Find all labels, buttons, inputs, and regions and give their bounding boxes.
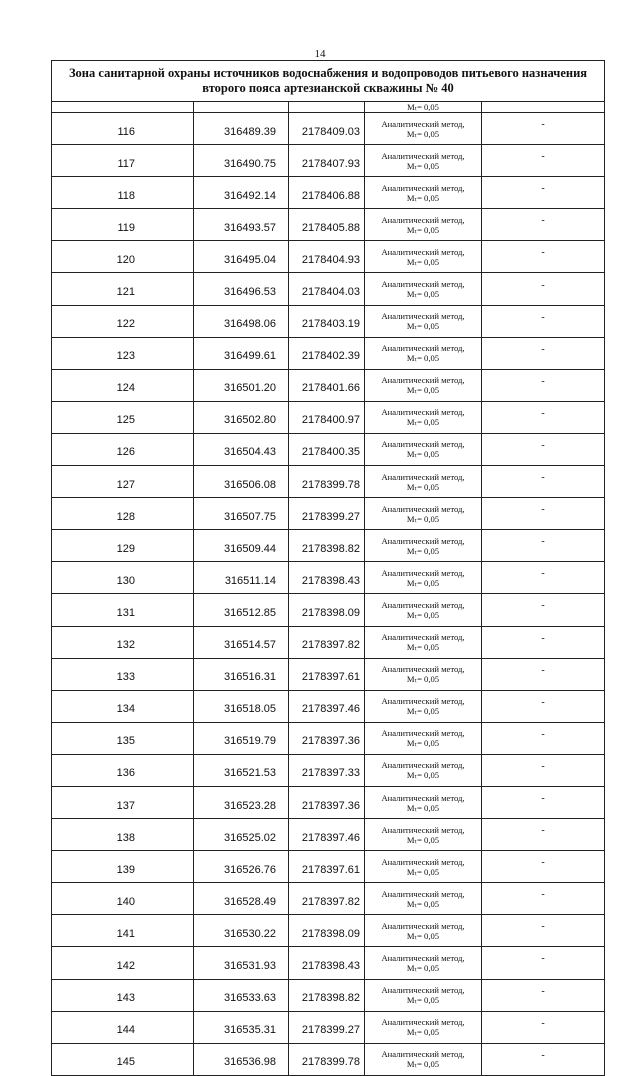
coordinate-y: 2178397.36: [289, 786, 365, 818]
coordinate-y: 2178397.61: [289, 851, 365, 883]
note-cell: -: [482, 273, 605, 305]
method-label: Аналитический метод,: [381, 343, 465, 354]
method-label: Аналитический метод,: [381, 599, 465, 610]
accuracy-label: Mₜ= 0,05: [406, 321, 440, 332]
point-number: 131: [52, 594, 194, 626]
coordinate-y: 2178399.27: [289, 498, 365, 530]
coordinate-x: 316530.22: [194, 915, 289, 947]
method-label: Аналитический метод,: [381, 664, 465, 675]
method-cell: [365, 562, 482, 594]
table-row: [52, 401, 605, 433]
method-cell: [365, 690, 482, 722]
point-number: 134: [52, 690, 194, 722]
point-number: 128: [52, 498, 194, 530]
method-cell: [365, 786, 482, 818]
table-row: [52, 690, 605, 722]
note-cell: -: [482, 915, 605, 947]
accuracy-label: Mₜ= 0,05: [406, 1059, 440, 1070]
method-label: Аналитический метод,: [381, 182, 465, 193]
method-label: Аналитический метод,: [381, 728, 465, 739]
coordinate-x: 316531.93: [194, 947, 289, 979]
coordinate-x: 316526.76: [194, 851, 289, 883]
method-cell: [365, 209, 482, 241]
point-number: 118: [52, 177, 194, 209]
coordinate-x: 316523.28: [194, 786, 289, 818]
coordinate-x: 316492.14: [194, 177, 289, 209]
note-cell: -: [482, 530, 605, 562]
note-cell: -: [482, 754, 605, 786]
method-label: Аналитический метод,: [381, 375, 465, 386]
point-number: 138: [52, 819, 194, 851]
method-label: Аналитический метод,: [381, 311, 465, 322]
note-cell: -: [482, 722, 605, 754]
point-number: 145: [52, 1043, 194, 1075]
table-row: [52, 305, 605, 337]
coordinate-x: 316504.43: [194, 433, 289, 465]
method-cell: [365, 1011, 482, 1043]
method-label: Аналитический метод,: [381, 567, 465, 578]
method-cell: [365, 337, 482, 369]
method-cell: [365, 177, 482, 209]
coordinate-y: 2178398.43: [289, 562, 365, 594]
note-cell: -: [482, 562, 605, 594]
note-cell: -: [482, 626, 605, 658]
coordinate-y: 2178398.09: [289, 594, 365, 626]
coordinate-x: 316490.75: [194, 145, 289, 177]
note-cell: -: [482, 979, 605, 1011]
coordinates-table: [51, 60, 605, 1076]
method-cell: [365, 145, 482, 177]
note-cell: -: [482, 690, 605, 722]
method-label: Аналитический метод,: [381, 407, 465, 418]
method-label: Аналитический метод,: [381, 503, 465, 514]
point-number: 116: [52, 113, 194, 145]
coordinate-x: 316502.80: [194, 401, 289, 433]
method-cell: [365, 466, 482, 498]
coordinate-y: 2178397.82: [289, 883, 365, 915]
note-cell: -: [482, 466, 605, 498]
coordinate-y: 2178399.27: [289, 1011, 365, 1043]
continuation-method: Mₜ= 0,05: [365, 102, 482, 113]
method-label: Аналитический метод,: [381, 920, 465, 931]
continuation-row: [52, 102, 605, 113]
note-cell: -: [482, 594, 605, 626]
note-cell: -: [482, 241, 605, 273]
method-label: Аналитический метод,: [381, 888, 465, 899]
method-label: Аналитический метод,: [381, 952, 465, 963]
method-label: Аналитический метод,: [381, 760, 465, 771]
accuracy-label: Mₜ= 0,05: [406, 513, 440, 524]
note-cell: -: [482, 819, 605, 851]
coordinate-y: 2178398.09: [289, 915, 365, 947]
table-row: [52, 177, 605, 209]
coordinate-x: 316536.98: [194, 1043, 289, 1075]
table-row: [52, 1011, 605, 1043]
method-cell: [365, 626, 482, 658]
point-number: 125: [52, 401, 194, 433]
note-cell: -: [482, 337, 605, 369]
note-cell: -: [482, 1011, 605, 1043]
method-label: Аналитический метод,: [381, 856, 465, 867]
point-number: 126: [52, 433, 194, 465]
accuracy-label: Mₜ= 0,05: [406, 256, 440, 267]
coordinate-y: 2178397.36: [289, 722, 365, 754]
coordinate-y: 2178401.66: [289, 369, 365, 401]
point-number: 141: [52, 915, 194, 947]
point-number: 120: [52, 241, 194, 273]
accuracy-label: Mₜ= 0,05: [406, 192, 440, 203]
note-cell: -: [482, 851, 605, 883]
point-number: 135: [52, 722, 194, 754]
coordinate-x: 316506.08: [194, 466, 289, 498]
method-label: Аналитический метод,: [381, 632, 465, 643]
coordinate-x: 316496.53: [194, 273, 289, 305]
table-row: [52, 145, 605, 177]
method-cell: [365, 658, 482, 690]
accuracy-label: Mₜ= 0,05: [406, 577, 440, 588]
table-row: [52, 209, 605, 241]
accuracy-label: Mₜ= 0,05: [406, 353, 440, 364]
method-cell: [365, 113, 482, 145]
coordinate-y: 2178397.33: [289, 754, 365, 786]
accuracy-label: Mₜ= 0,05: [406, 385, 440, 396]
note-cell: -: [482, 401, 605, 433]
method-cell: [365, 915, 482, 947]
note-cell: -: [482, 177, 605, 209]
coordinate-x: 316528.49: [194, 883, 289, 915]
point-number: 142: [52, 947, 194, 979]
accuracy-label: Mₜ= 0,05: [406, 481, 440, 492]
coordinate-x: 316512.85: [194, 594, 289, 626]
table-row: [52, 658, 605, 690]
coordinate-y: 2178398.82: [289, 979, 365, 1011]
table-row: [52, 626, 605, 658]
method-cell: [365, 241, 482, 273]
accuracy-label: Mₜ= 0,05: [406, 609, 440, 620]
point-number: 122: [52, 305, 194, 337]
coordinate-x: 316509.44: [194, 530, 289, 562]
coordinate-y: 2178399.78: [289, 466, 365, 498]
table-row: [52, 498, 605, 530]
coordinate-x: 316511.14: [194, 562, 289, 594]
coordinate-y: 2178400.35: [289, 433, 365, 465]
coordinate-y: 2178404.93: [289, 241, 365, 273]
table-row: [52, 979, 605, 1011]
accuracy-label: Mₜ= 0,05: [406, 545, 440, 556]
accuracy-label: Mₜ= 0,05: [406, 224, 440, 235]
coordinate-y: 2178407.93: [289, 145, 365, 177]
accuracy-label: Mₜ= 0,05: [406, 128, 440, 139]
note-cell: -: [482, 947, 605, 979]
accuracy-label: Mₜ= 0,05: [406, 962, 440, 973]
page-number: 14: [314, 48, 326, 60]
table-row: [52, 273, 605, 305]
method-cell: [365, 498, 482, 530]
method-cell: [365, 722, 482, 754]
note-cell: -: [482, 145, 605, 177]
coordinate-x: 316489.39: [194, 113, 289, 145]
table-row: [52, 819, 605, 851]
method-cell: [365, 594, 482, 626]
point-number: 119: [52, 209, 194, 241]
point-number: 133: [52, 658, 194, 690]
point-number: 127: [52, 466, 194, 498]
note-cell: -: [482, 883, 605, 915]
accuracy-label: Mₜ= 0,05: [406, 802, 440, 813]
table-row: [52, 369, 605, 401]
title-row: [52, 61, 605, 102]
coordinate-x: 316499.61: [194, 337, 289, 369]
table-row: [52, 1043, 605, 1075]
table-row: [52, 466, 605, 498]
method-cell: [365, 273, 482, 305]
table-row: [52, 722, 605, 754]
method-cell: [365, 979, 482, 1011]
method-cell: [365, 754, 482, 786]
table-row: [52, 337, 605, 369]
coordinate-y: 2178406.88: [289, 177, 365, 209]
point-number: 123: [52, 337, 194, 369]
coordinate-y: 2178403.19: [289, 305, 365, 337]
note-cell: -: [482, 209, 605, 241]
accuracy-label: Mₜ= 0,05: [406, 770, 440, 781]
accuracy-label: Mₜ= 0,05: [406, 674, 440, 685]
coordinate-y: 2178397.82: [289, 626, 365, 658]
point-number: 132: [52, 626, 194, 658]
method-cell: [365, 1043, 482, 1075]
method-cell: [365, 305, 482, 337]
coordinate-y: 2178397.46: [289, 690, 365, 722]
table-row: [52, 594, 605, 626]
point-number: 124: [52, 369, 194, 401]
coordinate-x: 316514.57: [194, 626, 289, 658]
method-label: Аналитический метод,: [381, 214, 465, 225]
method-cell: [365, 851, 482, 883]
point-number: 117: [52, 145, 194, 177]
coordinate-y: 2178404.03: [289, 273, 365, 305]
accuracy-label: Mₜ= 0,05: [406, 642, 440, 653]
method-label: Аналитический метод,: [381, 471, 465, 482]
note-cell: -: [482, 433, 605, 465]
coordinate-y: 2178397.46: [289, 819, 365, 851]
coordinate-y: 2178400.97: [289, 401, 365, 433]
coordinate-y: 2178399.78: [289, 1043, 365, 1075]
method-cell: [365, 883, 482, 915]
method-label: Аналитический метод,: [381, 792, 465, 803]
point-number: 139: [52, 851, 194, 883]
method-cell: [365, 947, 482, 979]
coordinate-x: 316495.04: [194, 241, 289, 273]
method-label: Аналитический метод,: [381, 824, 465, 835]
point-number: 140: [52, 883, 194, 915]
method-label: Аналитический метод,: [381, 535, 465, 546]
method-label: Аналитический метод,: [381, 118, 465, 129]
accuracy-label: Mₜ= 0,05: [406, 834, 440, 845]
note-cell: -: [482, 1043, 605, 1075]
table-row: [52, 433, 605, 465]
accuracy-label: Mₜ= 0,05: [406, 866, 440, 877]
coordinate-y: 2178409.03: [289, 113, 365, 145]
note-cell: -: [482, 658, 605, 690]
point-number: 129: [52, 530, 194, 562]
coordinate-y: 2178398.43: [289, 947, 365, 979]
method-label: Аналитический метод,: [381, 696, 465, 707]
coordinate-x: 316493.57: [194, 209, 289, 241]
continuation-cell-y: [289, 102, 365, 113]
table-row: [52, 241, 605, 273]
point-number: 130: [52, 562, 194, 594]
method-cell: [365, 530, 482, 562]
coordinate-x: 316519.79: [194, 722, 289, 754]
method-label: Аналитический метод,: [381, 439, 465, 450]
method-cell: [365, 819, 482, 851]
point-number: 121: [52, 273, 194, 305]
note-cell: -: [482, 113, 605, 145]
point-number: 137: [52, 786, 194, 818]
point-number: 136: [52, 754, 194, 786]
coordinate-x: 316507.75: [194, 498, 289, 530]
accuracy-label: Mₜ= 0,05: [406, 706, 440, 717]
table-row: [52, 754, 605, 786]
table-row: [52, 113, 605, 145]
accuracy-label: Mₜ= 0,05: [406, 995, 440, 1006]
method-label: Аналитический метод,: [381, 985, 465, 996]
method-cell: [365, 433, 482, 465]
continuation-cell-x: [194, 102, 289, 113]
method-cell: [365, 369, 482, 401]
coordinate-x: 316498.06: [194, 305, 289, 337]
table-row: [52, 947, 605, 979]
table-row: [52, 915, 605, 947]
accuracy-label: Mₜ= 0,05: [406, 417, 440, 428]
method-label: Аналитический метод,: [381, 1049, 465, 1060]
table-row: [52, 562, 605, 594]
coordinate-x: 316535.31: [194, 1011, 289, 1043]
table-row: [52, 786, 605, 818]
accuracy-label: Mₜ= 0,05: [406, 738, 440, 749]
coordinate-x: 316533.63: [194, 979, 289, 1011]
note-cell: -: [482, 498, 605, 530]
method-label: Аналитический метод,: [381, 279, 465, 290]
method-label: Аналитический метод,: [381, 1017, 465, 1028]
table-row: [52, 883, 605, 915]
point-number: 144: [52, 1011, 194, 1043]
accuracy-label: Mₜ= 0,05: [406, 930, 440, 941]
continuation-cell-note: [482, 102, 605, 113]
accuracy-label: Mₜ= 0,05: [406, 289, 440, 300]
table-body: [52, 61, 605, 1076]
continuation-cell-num: [52, 102, 194, 113]
coordinate-x: 316516.31: [194, 658, 289, 690]
accuracy-label: Mₜ= 0,05: [406, 160, 440, 171]
coordinate-y: 2178397.61: [289, 658, 365, 690]
method-label: Аналитический метод,: [381, 150, 465, 161]
accuracy-label: Mₜ= 0,05: [406, 449, 440, 460]
table-row: [52, 851, 605, 883]
table-row: [52, 530, 605, 562]
coordinate-x: 316521.53: [194, 754, 289, 786]
coordinate-y: 2178405.88: [289, 209, 365, 241]
coordinate-y: 2178402.39: [289, 337, 365, 369]
point-number: 143: [52, 979, 194, 1011]
coordinate-x: 316525.02: [194, 819, 289, 851]
accuracy-label: Mₜ= 0,05: [406, 1027, 440, 1038]
coordinate-y: 2178398.82: [289, 530, 365, 562]
coordinate-x: 316518.05: [194, 690, 289, 722]
note-cell: -: [482, 786, 605, 818]
method-cell: [365, 401, 482, 433]
method-label: Аналитический метод,: [381, 246, 465, 257]
coordinate-x: 316501.20: [194, 369, 289, 401]
note-cell: -: [482, 305, 605, 337]
note-cell: -: [482, 369, 605, 401]
table-title: Зона санитарной охраны источников водоснабжения и водопроводов питьевого назначения второго пояса артезианской скважины № 40: [52, 61, 605, 102]
accuracy-label: Mₜ= 0,05: [406, 898, 440, 909]
